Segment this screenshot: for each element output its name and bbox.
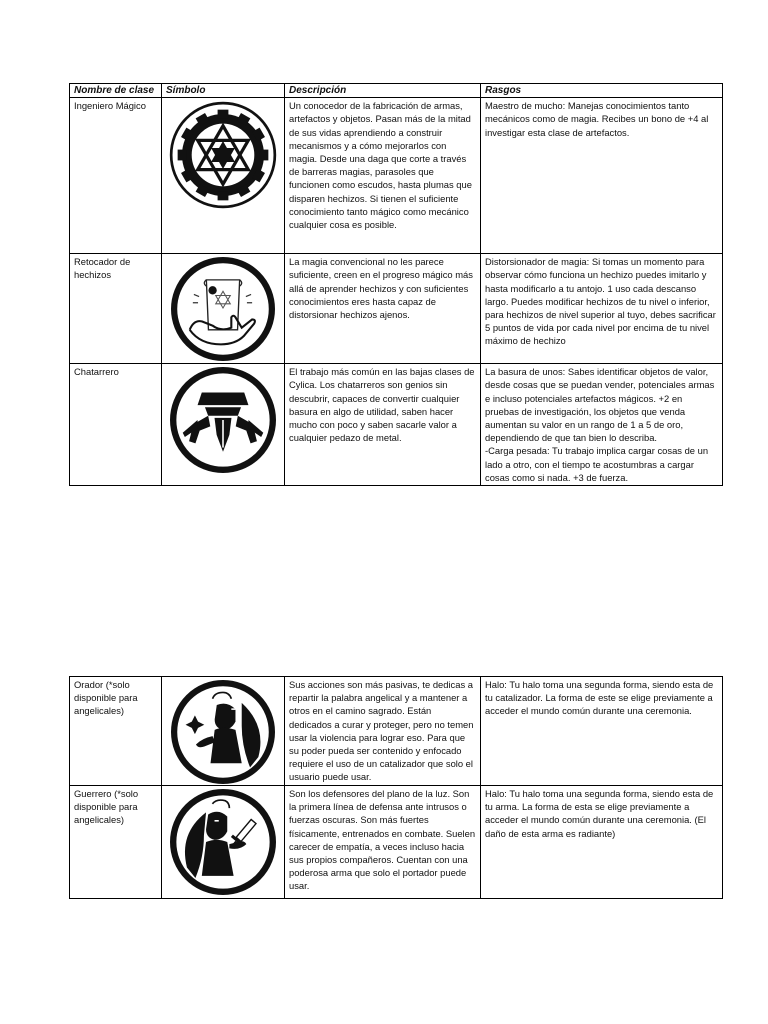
class-name: Orador (*solo disponible para angelicales)	[70, 677, 162, 786]
class-name: Retocador de hechizos	[70, 254, 162, 364]
table-row	[70, 364, 723, 486]
class-traits: Halo: Tu halo toma una segunda forma, siendo esta de tu arma. La forma de esta se elige previamente a acceder el mundo común durante una ceremonia. (El daño de esta arma es radiante)	[481, 786, 723, 899]
class-traits: Maestro de mucho: Manejas conocimientos tanto mecánicos como de magia. Recibes un bono de +4 al investigar esta clase de artefactos.	[481, 98, 723, 254]
class-table	[69, 83, 723, 486]
angel-orator-icon	[171, 680, 275, 784]
table-row	[70, 254, 723, 364]
class-name: Chatarrero	[70, 364, 162, 486]
header-name: Nombre de clase	[70, 84, 162, 98]
class-description: Un conocedor de la fabricación de armas, artefactos y objetos. Pasan más de la mitad de sus vidas aprendiendo a construir mecanismos y a cómo mejorarlos con magia. Desde una daga que corte a través de barreras magias, parasoles que funcionen como escudos, hasta plumas que disparen hechizos. Si tienen el suficiente conocimiento tanto mágico como mecánico cualquier cosa es posible.	[285, 98, 481, 254]
class-symbol	[162, 677, 285, 786]
header-traits: Rasgos	[481, 84, 723, 98]
header-description: Descripción	[285, 84, 481, 98]
class-symbol	[162, 98, 285, 254]
table-row	[70, 786, 723, 899]
class-description: Son los defensores del plano de la luz. Son la primera línea de defensa ante intrusos o fuerzas oscuras. Son más fuertes físicamente, entrenados en combate. Suelen carecer de empatía, a veces incluso hacia sus propios compañeros. Cuentan con una poderosa arma que solo el portador puede usar.	[285, 786, 481, 899]
class-symbol	[162, 254, 285, 364]
class-name: Ingeniero Mágico	[70, 98, 162, 254]
class-traits: La basura de unos: Sabes identificar objetos de valor, desde cosas que se puedan vender, potenciales armas e incluso potenciales artefactos mágicos. +2 en pruebas de investigación, los objetos que venda aumentan su valor en un rango de 1 a 5 de oro, dependiendo de que tan bien lo describa. -Carga pesada: Tu trabajo implica cargar cosas de un lado a otro, con el tiempo te acostumbras a cargar cosas como si nada. +3 de fuerza.	[481, 364, 723, 486]
class-description: La magia convencional no les parece suficiente, creen en el progreso mágico más allá de aprender hechizos y con suficientes conocimientos eres hasta capaz de distorsionar hechizos ajenos.	[285, 254, 481, 364]
gear-hexagram-icon	[169, 101, 277, 209]
scrap-claw-icon	[170, 367, 276, 473]
class-traits: Distorsionador de magia: Si tomas un momento para observar cómo funciona un hechizo puedes imitarlo y hasta modificarlo a tu antojo. 1 uso cada descanso largo. Puedes modificar hechizos de tu nivel o inferior, para hechizos de nivel superior al tuyo, debes sacrificar 5 puntos de vida por cada nivel por encima de tu nivel máximo de hechizo	[481, 254, 723, 364]
class-description: El trabajo más común en las bajas clases de Cylica. Los chatarreros son genios sin descubrir, capaces de convertir cualquier basura en algo de utilidad, saben hacer mucho con poco y saben sacarle valor a cualquier pedazo de metal.	[285, 364, 481, 486]
angel-warrior-icon	[170, 789, 276, 895]
table-row	[70, 98, 723, 254]
class-name: Guerrero (*solo disponible para angelicales)	[70, 786, 162, 899]
class-description: Sus acciones son más pasivas, te dedicas a repartir la palabra angelical y a mantener a otros en el camino sagrado. Están dedicados a curar y proteger, pero no temen usar la violencia para lograr eso. Para que su poder pueda ser contenido y enfocado requiere el uso de un catalizador que solo el usuario puede usar.	[285, 677, 481, 786]
class-traits: Halo: Tu halo toma una segunda forma, siendo esta de tu catalizador. La forma de este se elige previamente a acceder el mundo común durante una ceremonia.	[481, 677, 723, 786]
class-symbol	[162, 364, 285, 486]
hand-scroll-icon	[171, 257, 275, 361]
class-table-continued	[69, 676, 723, 899]
table-row	[70, 677, 723, 786]
header-symbol: Símbolo	[162, 84, 285, 98]
header-row	[70, 84, 723, 98]
class-symbol	[162, 786, 285, 899]
